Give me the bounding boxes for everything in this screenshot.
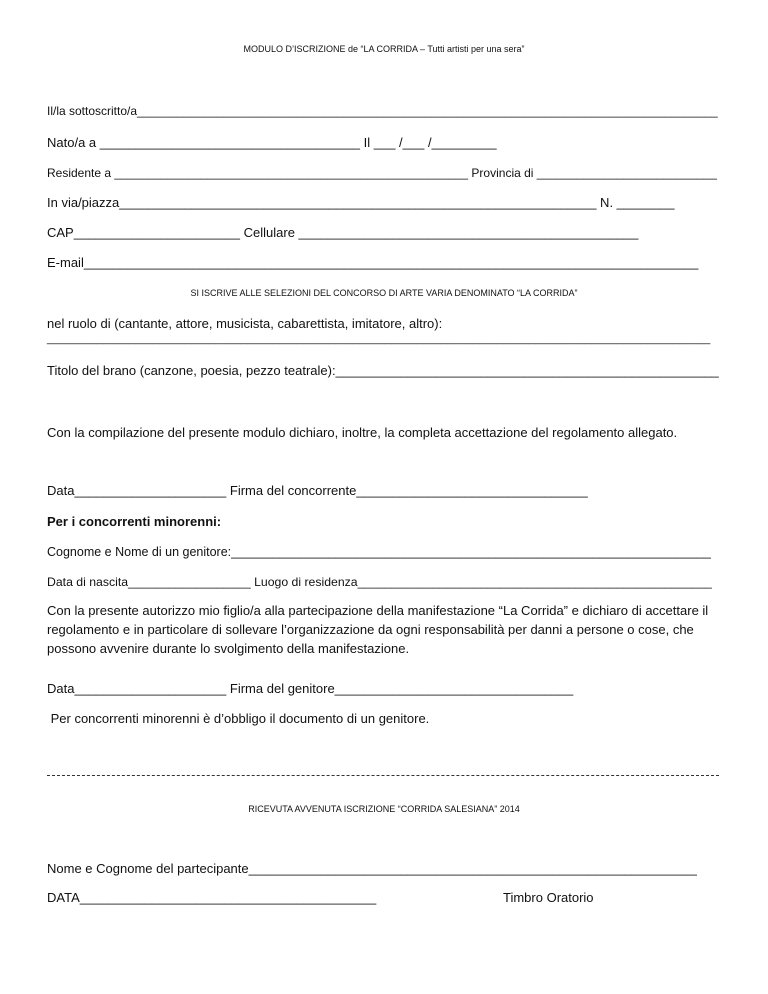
form-title: MODULO D’ISCRIZIONE de “LA CORRIDA – Tutti artisti per una sera”	[243, 44, 525, 54]
field-nato[interactable]: Nato/a a ____________________________________ Il ___ /___ /_________	[47, 135, 497, 150]
field-sottoscritto[interactable]: Il/la sottoscritto/a_______________________________________________________________________________________	[47, 104, 718, 118]
field-genitore[interactable]: Cognome e Nome di un genitore:_____________________________________________________________________	[47, 545, 711, 559]
field-via-numero[interactable]: In via/piazza__________________________________________________________________ N. ________	[47, 195, 675, 210]
label-ruolo: nel ruolo di (cantante, attore, musicista, cabarettista, imitatore, altro):	[47, 316, 443, 331]
cut-line-divider	[47, 775, 719, 776]
declaration-text: Con la compilazione del presente modulo dichiaro, inoltre, la completa accettazione del regolamento allegato.	[47, 425, 678, 440]
field-residente-provincia[interactable]: Residente a _____________________________________________________ Provincia di ___________________________	[47, 166, 717, 180]
field-cap-cellulare[interactable]: CAP_______________________ Cellulare _______________________________________________	[47, 225, 639, 240]
field-data-firma-genitore[interactable]: Data_____________________ Firma del genitore_________________________________	[47, 681, 574, 696]
field-receipt-data[interactable]: DATA_________________________________________	[47, 890, 377, 905]
authorization-text: Con la presente autorizzo mio figlio/a alla partecipazione della manifestazione “La Corrida” e dichiaro di accettare il regolamento e in particolare di sollevare l’organizzazione da ogni responsabilità per danni a persone o cose, che possono avvenire durante lo svolgimento della manifestazione.	[47, 603, 709, 656]
field-ruolo[interactable]: __________________________________________________________________________________________________________	[47, 333, 711, 345]
receipt-title: RICEVUTA AVVENUTA ISCRIZIONE “CORRIDA SALESIANA” 2014	[248, 804, 520, 814]
field-titolo-brano[interactable]: Titolo del brano (canzone, poesia, pezzo teatrale):_____________________________________________________	[47, 363, 719, 378]
field-email[interactable]: E-mail_____________________________________________________________________________________	[47, 255, 699, 270]
minors-heading: Per i concorrenti minorenni:	[47, 514, 222, 529]
field-data-firma-concorrente[interactable]: Data_____________________ Firma del concorrente________________________________	[47, 483, 588, 498]
field-nascita-residenza[interactable]: Data di nascita__________________ Luogo di residenza____________________________________________________	[47, 575, 712, 589]
stamp-label: Timbro Oratorio	[503, 890, 594, 905]
section-heading-iscrive: SI ISCRIVE ALLE SELEZIONI DEL CONCORSO DI ARTE VARIA DENOMINATO “LA CORRIDA”	[190, 288, 578, 298]
field-partecipante[interactable]: Nome e Cognome del partecipante______________________________________________________________	[47, 861, 697, 876]
note-minors-document: Per concorrenti minorenni è d’obbligo il documento di un genitore.	[47, 711, 430, 726]
